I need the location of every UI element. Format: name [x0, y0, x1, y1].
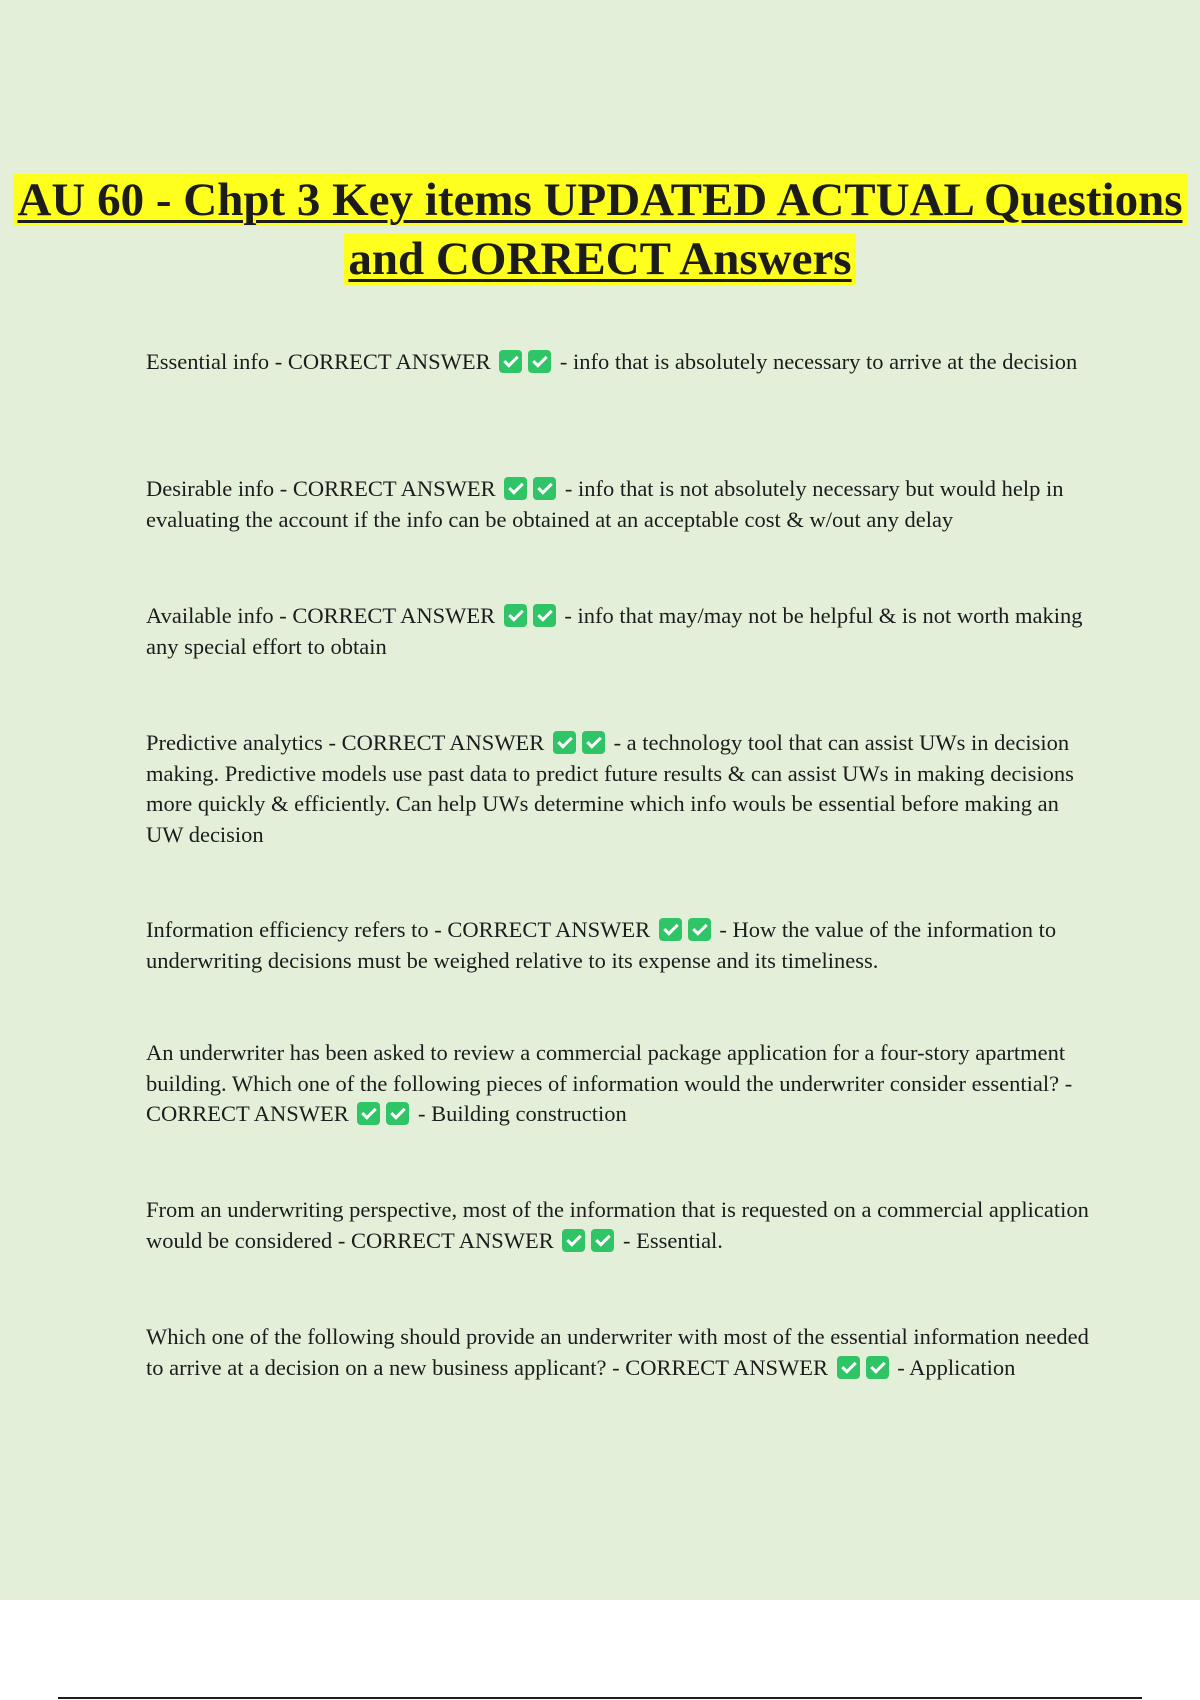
document-title: [0, 171, 1200, 289]
correct-answer-marker: CORRECT ANSWER: [287, 349, 491, 374]
check-mark-icon: [357, 1102, 380, 1125]
check-mark-icon: [591, 1229, 614, 1252]
correct-answer-marker: CORRECT ANSWER: [292, 476, 496, 501]
check-mark-icon: [866, 1356, 889, 1379]
qa-item: [146, 601, 1091, 662]
correct-answer-marker: CORRECT ANSWER: [447, 917, 651, 942]
correct-answer-marker: CORRECT ANSWER: [146, 1101, 349, 1126]
answer-text: - How the value of the information to underwriting decisions must be weighed relative to its expense and its timeliness.: [146, 917, 1057, 973]
check-mark-icon: [533, 604, 556, 627]
check-mark-icon: [499, 350, 522, 373]
check-mark-icon: [528, 350, 551, 373]
correct-answer-marker: CORRECT ANSWER: [350, 1227, 554, 1253]
qa-item: [146, 1195, 1091, 1256]
qa-item: [146, 915, 1091, 976]
check-mark-icon: [386, 1102, 409, 1125]
check-mark-icon: [837, 1356, 860, 1379]
question-text: Available info -: [146, 603, 293, 628]
check-mark-icon: [582, 731, 605, 754]
question-text: Information efficiency refers to -: [146, 917, 448, 942]
question-text: Essential info -: [146, 349, 288, 374]
answer-text: - info that is absolutely necessary to arrive at the decision: [559, 349, 1078, 374]
qa-item: [146, 474, 1091, 535]
qa-item: [146, 347, 1091, 378]
qa-item: [146, 1038, 1091, 1130]
check-mark-icon: [659, 918, 682, 941]
check-mark-icon: [688, 918, 711, 941]
check-mark-icon: [533, 477, 556, 500]
question-text: From an underwriting perspective, most of the information that is requested on a commercial application would be considered -: [146, 1197, 1089, 1253]
qa-item: [146, 1322, 1091, 1383]
answer-text: - Application: [897, 1354, 1016, 1380]
document-title-text: AU 60 - Chpt 3 Key items UPDATED ACTUAL Questions and CORRECT Answers: [13, 174, 1186, 285]
answer-text: - info that may/may not be helpful & is not worth making any special effort to obtain: [146, 603, 1083, 659]
footer-divider: [58, 1697, 1142, 1699]
check-mark-icon: [562, 1229, 585, 1252]
check-mark-icon: [504, 477, 527, 500]
qa-item: [146, 728, 1091, 850]
answer-text: - Building construction: [418, 1101, 627, 1126]
correct-answer-marker: CORRECT ANSWER: [341, 730, 545, 755]
check-mark-icon: [553, 731, 576, 754]
question-text: Desirable info -: [146, 476, 293, 501]
question-text: An underwriter has been asked to review a commercial package application for a four-story apartment building. Which one of the following pieces of information would the underwriter consider essential? -: [146, 1040, 1073, 1096]
check-mark-icon: [504, 604, 527, 627]
correct-answer-marker: CORRECT ANSWER: [292, 603, 496, 628]
question-text: Predictive analytics -: [146, 730, 342, 755]
correct-answer-marker: CORRECT ANSWER: [625, 1354, 828, 1380]
answer-text: - Essential.: [622, 1227, 723, 1253]
answer-text: - a technology tool that can assist UWs in decision making. Predictive models use past data to predict future results & can assist UWs in making decisions more quickly & efficiently. Can help UWs determine which info wouls be essential before making an UW decision: [146, 730, 1074, 847]
question-text: Which one of the following should provide an underwriter with most of the essential information needed to arrive at a decision on a new business applicant? -: [146, 1324, 1089, 1380]
answer-text: - info that is not absolutely necessary but would help in evaluating the account if the info can be obtained at an acceptable cost & w/out any delay: [146, 476, 1064, 532]
